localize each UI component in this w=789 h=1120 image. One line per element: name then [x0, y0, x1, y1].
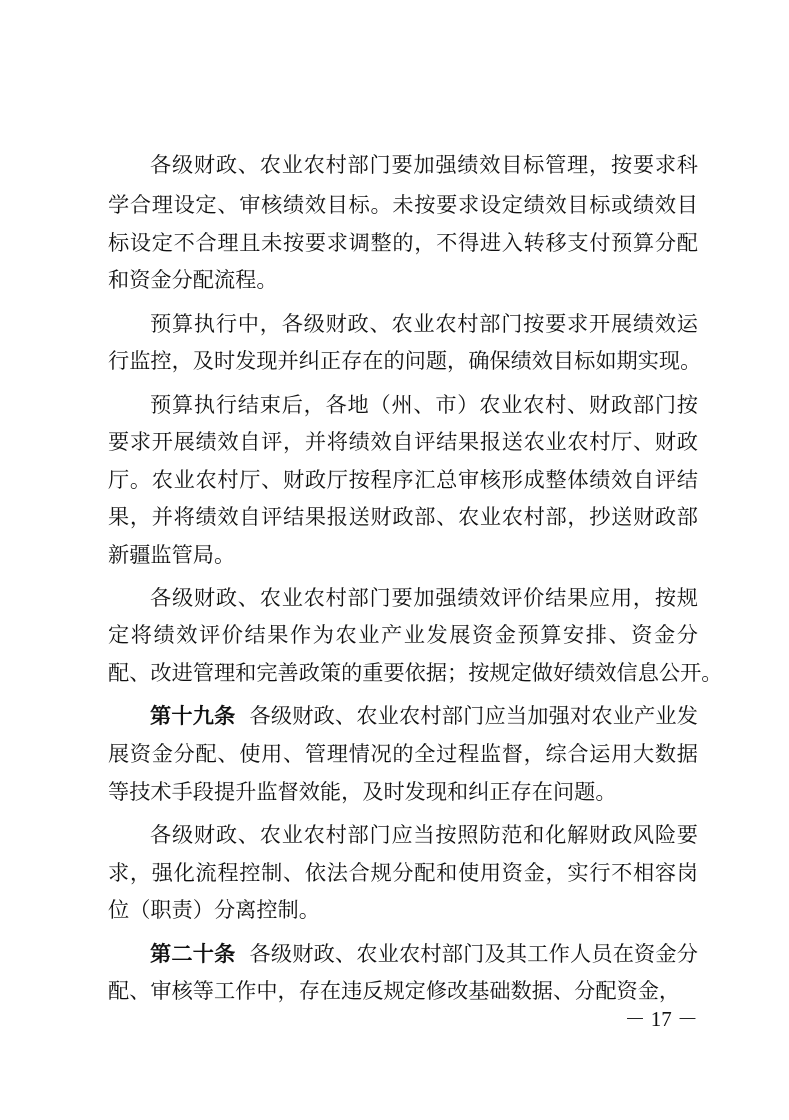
paragraph-7-line-1 [150, 939, 698, 969]
line-text: 各级财政、农业农村部门应当按照防范和化解财政风险要 [150, 822, 698, 847]
line-text: 等技术手段提升监督效能，及时发现和纠正存在问题。 [108, 779, 617, 804]
page-number: － 17 － [624, 1007, 698, 1031]
line-text: 定将绩效评价结果作为农业产业发展资金预算安排、资金分 [108, 622, 698, 647]
line-text: 学合理设定、审核绩效目标。未按要求设定绩效目标或绩效目 [108, 192, 698, 217]
line-text: 位（职责）分离控制。 [108, 897, 320, 922]
paragraph-1-line-3 [108, 228, 698, 258]
paragraph-1-line-1 [150, 150, 698, 180]
line-text: 果，并将绩效自评结果报送财政部、农业农村部，抄送财政部 [108, 504, 698, 529]
line-text: 求，强化流程控制、依法合规分配和使用资金，实行不相容岗 [108, 860, 698, 885]
paragraph-3-line-1 [150, 390, 698, 420]
paragraph-2-line-2 [108, 346, 702, 376]
paragraph-2-line-1 [150, 309, 698, 339]
line-text: 各级财政、农业农村部门要加强绩效目标管理，按要求科 [150, 152, 698, 177]
line-text: 各级财政、农业农村部门应当加强对农业产业发 [249, 703, 698, 728]
line-text: 和资金分配流程。 [108, 267, 278, 292]
article-label: 第十九条 [150, 703, 236, 728]
paragraph-6-line-3 [108, 895, 698, 925]
line-text: 各级财政、农业农村部门要加强绩效评价结果应用，按规 [150, 585, 698, 610]
line-text: 预算执行结束后，各地（州、市）农业农村、财政部门按 [150, 392, 698, 417]
line-text: 各级财政、农业农村部门及其工作人员在资金分 [249, 941, 698, 966]
line-text: 要求开展绩效自评，并将绩效自评结果报送农业农村厅、财政 [108, 429, 698, 454]
paragraph-5-line-3 [108, 777, 698, 807]
line-text: 行监控，及时发现并纠正存在的问题，确保绩效目标如期实现。 [108, 348, 702, 373]
line-text: 预算执行中，各级财政、农业农村部门按要求开展绩效运 [150, 311, 698, 336]
paragraph-3-line-3 [108, 465, 698, 495]
article-label: 第二十条 [150, 941, 236, 966]
line-text: 新疆监管局。 [108, 542, 236, 567]
paragraph-4-line-2 [108, 620, 698, 650]
paragraph-5-line-1 [150, 701, 698, 731]
paragraph-6-line-2 [108, 858, 698, 888]
paragraph-5-line-2 [108, 739, 698, 769]
line-text: 厅。农业农村厅、财政厅按程序汇总审核形成整体绩效自评结 [108, 467, 698, 492]
line-text: 配、改进管理和完善政策的重要依据；按规定做好绩效信息公开。 [108, 660, 723, 685]
paragraph-4-line-3 [108, 658, 723, 688]
line-text: 展资金分配、使用、管理情况的全过程监督，综合运用大数据 [108, 741, 698, 766]
paragraph-1-line-4 [108, 265, 698, 295]
paragraph-4-line-1 [150, 583, 698, 613]
line-text: 配、审核等工作中，存在违反规定修改基础数据、分配资金， [108, 978, 681, 1003]
paragraph-3-line-4 [108, 502, 698, 532]
line-text: 标设定不合理且未按要求调整的，不得进入转移支付预算分配 [108, 230, 698, 255]
paragraph-3-line-5 [108, 540, 698, 570]
paragraph-6-line-1 [150, 820, 698, 850]
paragraph-3-line-2 [108, 427, 698, 457]
paragraph-7-line-2 [108, 976, 698, 1006]
paragraph-1-line-2 [108, 190, 698, 220]
